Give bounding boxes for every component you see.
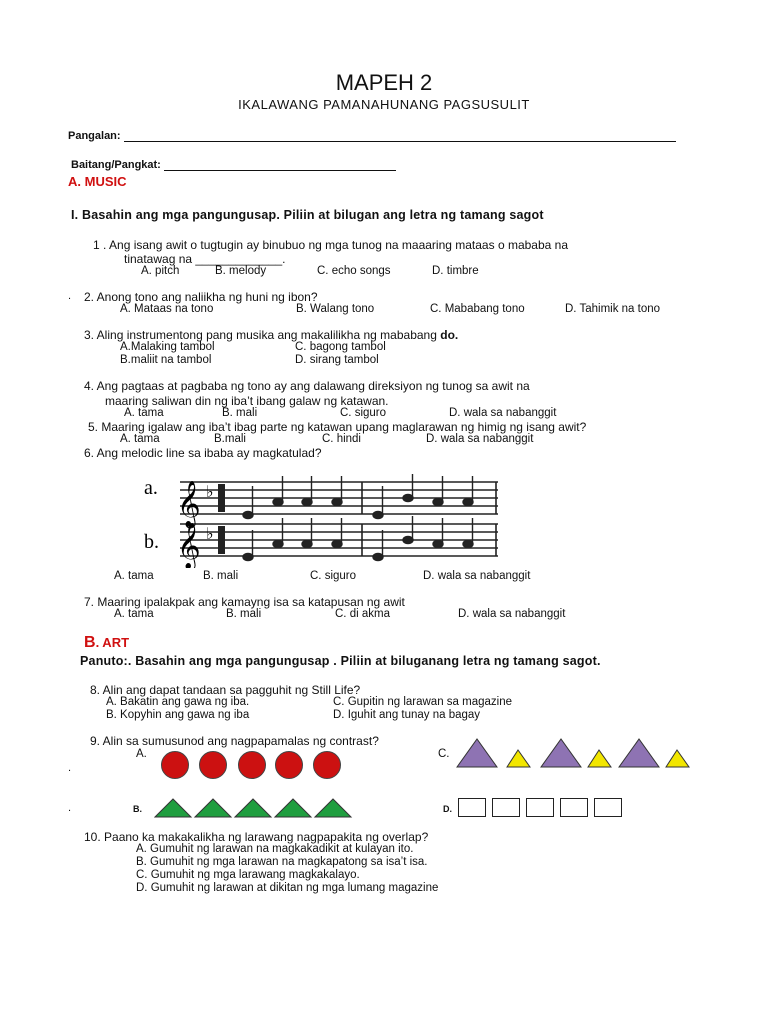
q7-option-c[interactable]: C. di akma: [335, 608, 390, 620]
q3-option-a[interactable]: A.Malaking tambol: [120, 341, 215, 353]
q7-option-b[interactable]: B. mali: [226, 608, 262, 620]
q3-option-c[interactable]: C. bagong tambol: [295, 341, 386, 353]
music-instruction: I. Basahin ang mga pangungusap. Piliin at bilugan ang letra ng tamang sagot: [71, 208, 544, 222]
q9-label-a[interactable]: A.: [136, 748, 147, 760]
grade-label: Baitang/Pangkat:: [71, 159, 161, 171]
treble-clef-icon-b: 𝄞: [177, 523, 201, 568]
name-label: Pangalan:: [68, 130, 121, 142]
treble-clef-icon-a: 𝄞: [177, 481, 201, 527]
q6-option-b[interactable]: B. mali: [203, 570, 239, 582]
q8-option-c[interactable]: C. Gupitin ng larawan sa magazine: [333, 696, 512, 708]
exam-subtitle: IKALAWANG PAMANAHUNANG PAGSUSULIT: [238, 97, 530, 112]
q10-option-b[interactable]: B. Gumuhit ng mga larawan na magkapatong sa isa’t isa.: [136, 856, 428, 868]
art-heading: [84, 634, 129, 652]
q7-option-a[interactable]: A. tama: [114, 608, 154, 620]
q5-text: 5. Maaring igalaw ang iba’t ibag parte ng katawan upang maglarawan ng himig ng isang awit?: [88, 420, 587, 434]
flat-icon-b: ♭: [206, 524, 214, 543]
art-instruction: Panuto:. Basahin ang mga pangungusap . Piliin at biluganang letra ng tamang sagot.: [80, 654, 601, 668]
q2-text: 2. Anong tono ang naliikha ng huni ng ibon?: [84, 290, 318, 304]
stray-dot: .: [68, 802, 72, 814]
stray-dot: .: [68, 762, 72, 774]
green-triangle: [195, 799, 231, 817]
q3-option-b[interactable]: B.maliit na tambol: [120, 354, 212, 366]
q6-option-a[interactable]: A. tama: [114, 570, 154, 582]
time-signature-b: [218, 526, 225, 554]
q3-text-main: 3. Aling instrumentong pang musika ang makalilikha ng mababang: [84, 328, 437, 342]
q7-text: 7. Maaring ipalakpak ang kamayng isa sa katapusan ng awit: [84, 595, 405, 609]
q8-text: 8. Alin ang dapat tandaan sa pagguhit ng Still Life?: [90, 683, 361, 697]
q4-option-a[interactable]: A. tama: [124, 407, 164, 419]
melodic-line-figure: [130, 472, 510, 568]
empty-box: [458, 798, 486, 817]
q9-label-d[interactable]: D.: [443, 804, 452, 814]
q5-option-b[interactable]: B.mali: [214, 433, 246, 445]
q1-option-c[interactable]: C. echo songs: [317, 265, 391, 277]
yellow-triangle: [666, 750, 689, 767]
q1-option-b[interactable]: B. melody: [215, 265, 267, 277]
q3-text: [84, 328, 458, 342]
q10-option-a[interactable]: A. Gumuhit ng larawan na magkakadikit at kulayan ito.: [136, 843, 414, 855]
q7-option-d[interactable]: D. wala sa nabanggit: [458, 608, 566, 620]
grade-field[interactable]: [71, 159, 396, 171]
purple-triangle: [619, 739, 659, 767]
purple-triangle: [541, 739, 581, 767]
green-triangle: [155, 799, 191, 817]
q9-text: 9. Alin sa sumusunod ang nagpapamalas ng contrast?: [90, 734, 379, 748]
green-triangle: [315, 799, 351, 817]
q10-option-d[interactable]: D. Gumuhit ng larawan at dikitan ng mga lumang magazine: [136, 882, 439, 894]
flat-icon-a: ♭: [206, 482, 214, 501]
q2-option-c[interactable]: C. Mababang tono: [430, 303, 525, 315]
empty-box: [526, 798, 554, 817]
q4-text: 4. Ang pagtaas at pagbaba ng tono ay ang dalawang direksiyon ng tunog sa awit na: [84, 379, 530, 393]
yellow-triangle: [507, 750, 530, 767]
q8-option-b[interactable]: B. Kopyhin ang gawa ng iba: [106, 709, 250, 721]
q4-text-2: maaring saliwan din ng iba’t ibang galaw ng katawan.: [105, 394, 389, 408]
q5-option-a[interactable]: A. tama: [120, 433, 160, 445]
red-circle: [199, 751, 227, 779]
name-blank-line[interactable]: [124, 131, 676, 142]
q2-option-d[interactable]: D. Tahimik na tono: [565, 303, 661, 315]
red-circle: [275, 751, 303, 779]
notes-a: [243, 474, 473, 519]
q1-option-a[interactable]: A. pitch: [141, 265, 180, 277]
q4-option-d[interactable]: D. wala sa nabanggit: [449, 407, 557, 419]
q6-option-c[interactable]: C. siguro: [310, 570, 357, 582]
art-heading-letter: B: [84, 634, 96, 651]
staff-b-label: b.: [144, 531, 159, 553]
q8-option-d[interactable]: D. Iguhit ang tunay na bagay: [333, 709, 481, 721]
green-triangle: [275, 799, 311, 817]
q2-option-b[interactable]: B. Walang tono: [296, 303, 375, 315]
name-field[interactable]: [68, 130, 676, 142]
q4-option-b[interactable]: B. mali: [222, 407, 258, 419]
option-b-triangles[interactable]: [154, 797, 358, 819]
page-title: MAPEH 2: [335, 70, 433, 95]
red-circle: [313, 751, 341, 779]
q1-text-2: tinatawag na _____________.: [124, 252, 286, 266]
q3-option-d[interactable]: D. sirang tambol: [295, 354, 379, 366]
q3-text-bold: do.: [440, 328, 459, 342]
q1-text: 1 . Ang isang awit o tugtugin ay binubuo ng mga tunog na maaaring mataas o mababa na: [93, 238, 568, 252]
q8-option-a[interactable]: A. Bakatin ang gawa ng iba.: [106, 696, 250, 708]
red-circle: [238, 751, 266, 779]
purple-triangle: [457, 739, 497, 767]
empty-box: [594, 798, 622, 817]
yellow-triangle: [588, 750, 611, 767]
q6-option-d[interactable]: D. wala sa nabanggit: [423, 570, 531, 582]
stray-dot: .: [68, 290, 72, 302]
empty-box: [492, 798, 520, 817]
q4-option-c[interactable]: C. siguro: [340, 407, 387, 419]
grade-blank-line[interactable]: [164, 160, 396, 171]
q9-label-c[interactable]: C.: [438, 748, 450, 760]
notes-b: [243, 516, 473, 561]
q5-option-d[interactable]: D. wala sa nabanggit: [426, 433, 534, 445]
option-c-triangles[interactable]: [455, 736, 695, 770]
q1-option-d[interactable]: D. timbre: [432, 265, 479, 277]
q2-option-a[interactable]: A. Mataas na tono: [120, 303, 214, 315]
staff-a-label: a.: [144, 477, 158, 499]
empty-box: [560, 798, 588, 817]
green-triangle: [235, 799, 271, 817]
music-heading: A. MUSIC: [68, 174, 127, 189]
q6-text: 6. Ang melodic line sa ibaba ay magkatulad?: [84, 446, 322, 460]
q10-option-c[interactable]: C. Gumuhit ng mga larawang magkakalayo.: [136, 869, 360, 881]
red-circle: [161, 751, 189, 779]
q10-text: 10. Paano ka makakalikha ng larawang nagpapakita ng overlap?: [84, 830, 429, 844]
time-signature-a: [218, 484, 225, 512]
q5-option-c[interactable]: C. hindi: [322, 433, 361, 445]
art-heading-text: . ART: [95, 635, 130, 650]
q9-label-b[interactable]: B.: [133, 804, 142, 814]
